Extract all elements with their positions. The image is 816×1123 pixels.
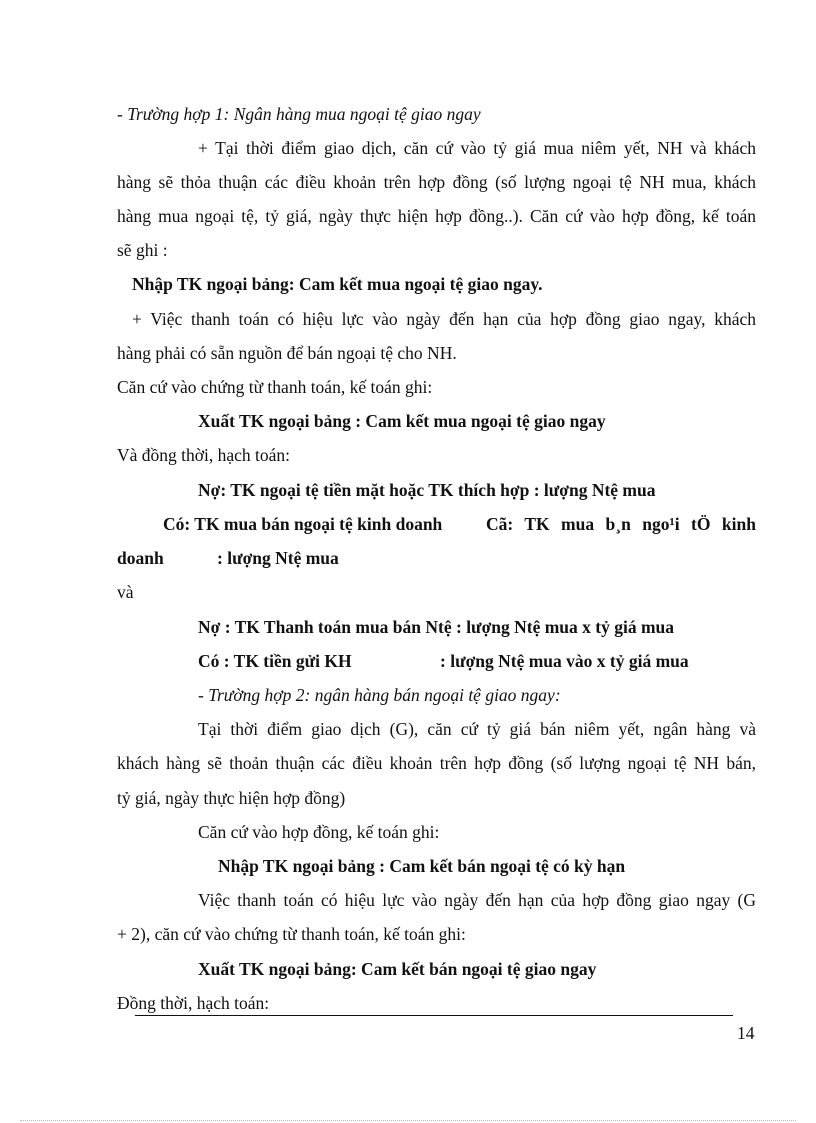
paragraph-line: khách hàng sẽ thoản thuận các điều khoản trên hợp đồng (số lượng ngoại tệ NH bán, [117, 753, 756, 773]
credit-entry-garbled: Cã: TK mua b¸n ngo¹i tÖ kinh [486, 514, 756, 534]
paragraph-line: Việc thanh toán có hiệu lực vào ngày đến hạn của hợp đồng giao ngay (G [198, 890, 756, 910]
entry-import-off-balance: Nhập TK ngoại bảng: Cam kết mua ngoại tệ giao ngay. [132, 274, 543, 294]
entry-export-off-balance: Xuất TK ngoại bảng: Cam kết bán ngoại tệ giao ngay [198, 959, 597, 979]
credit-entry-amount: : lượng Ntệ mua vào x tỷ giá mua [440, 651, 689, 671]
case-1-heading: - Trường hợp 1: Ngân hàng mua ngoại tệ giao ngay [117, 104, 481, 124]
footer-rule [135, 1015, 733, 1016]
credit-entry: Có: TK mua bán ngoại tệ kinh doanh [163, 514, 443, 534]
paragraph-line: hàng phải có sẵn nguồn để bán ngoại tệ cho NH. [117, 343, 457, 363]
paragraph-line: hàng mua ngoại tệ, tỷ giá, ngày thực hiện hợp đồng..). Căn cứ vào hợp đồng, kế toán [117, 206, 756, 226]
debit-entry: Nợ: TK ngoại tệ tiền mặt hoặc TK thích hợp : lượng Ntệ mua [198, 480, 656, 500]
entry-import-off-balance: Nhập TK ngoại bảng : Cam kết bán ngoại tệ có kỳ hạn [218, 856, 626, 876]
paragraph-line: Và đồng thời, hạch toán: [117, 445, 291, 465]
page-edge-dotted-line [20, 1120, 796, 1121]
paragraph-line: Căn cứ vào chứng từ thanh toán, kế toán ghi: [117, 377, 433, 397]
debit-entry: Nợ : TK Thanh toán mua bán Ntệ : lượng Ntệ mua x tỷ giá mua [198, 617, 675, 637]
case-2-heading: - Trường hợp 2: ngân hàng bán ngoại tệ giao ngay: [198, 685, 561, 705]
paragraph-line: + Tại thời điểm giao dịch, căn cứ vào tỷ giá mua niêm yết, NH và khách [198, 138, 756, 158]
paragraph-line: Tại thời điểm giao dịch (G), căn cứ tỷ giá bán niêm yết, ngân hàng và [198, 719, 756, 739]
paragraph-line: sẽ ghi : [117, 240, 168, 260]
paragraph-line: + Việc thanh toán có hiệu lực vào ngày đến hạn của hợp đồng giao ngay, khách [132, 309, 756, 329]
paragraph-line: và [117, 582, 134, 602]
paragraph-line: tỷ giá, ngày thực hiện hợp đồng) [117, 788, 346, 808]
credit-entry-cont: doanh [117, 548, 164, 568]
credit-entry: Có : TK tiền gửi KH [198, 651, 352, 671]
credit-entry-amount: : lượng Ntệ mua [217, 548, 339, 568]
paragraph-line: hàng sẽ thỏa thuận các điều khoản trên hợp đồng (số lượng ngoại tệ NH mua, khách [117, 172, 756, 192]
paragraph-line: Đồng thời, hạch toán: [117, 993, 270, 1013]
paragraph-line: + 2), căn cứ vào chứng từ thanh toán, kế toán ghi: [117, 924, 466, 944]
entry-export-off-balance: Xuất TK ngoại bảng : Cam kết mua ngoại tệ giao ngay [198, 411, 606, 431]
paragraph-line: Căn cứ vào hợp đồng, kế toán ghi: [198, 822, 440, 842]
page-number: 14 [737, 1023, 755, 1043]
